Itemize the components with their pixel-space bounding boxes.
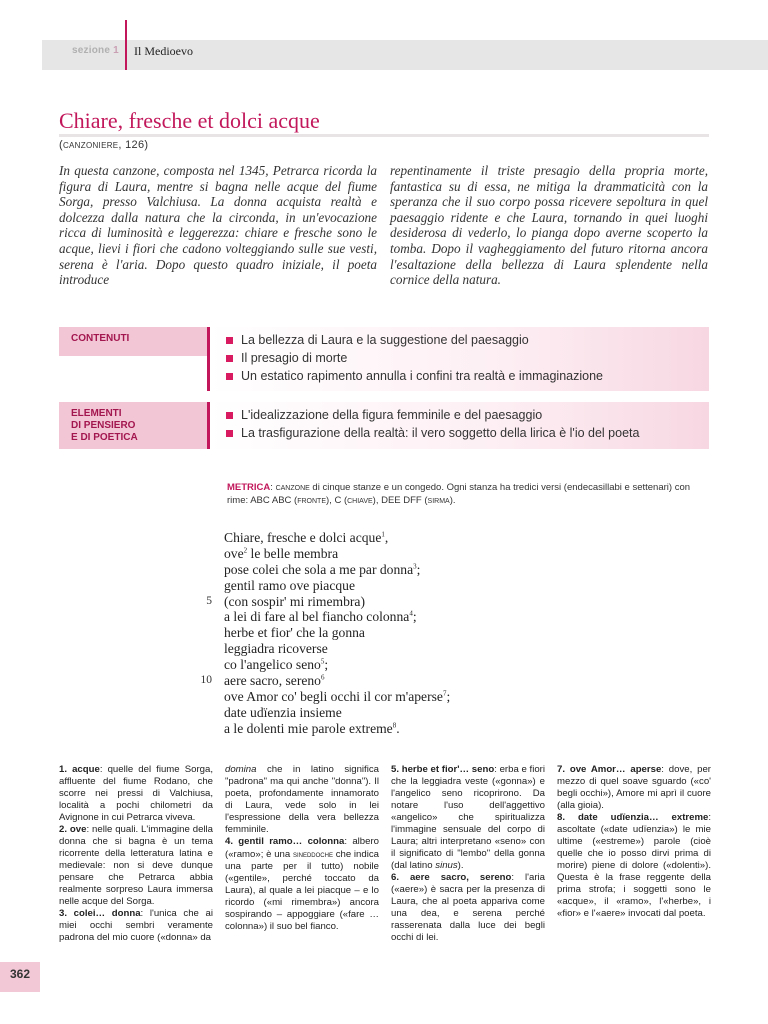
footnote xyxy=(225,836,379,933)
verse-text: a le dolenti mie parole extreme xyxy=(224,720,393,736)
verse-line xyxy=(224,689,644,705)
verse-line xyxy=(224,609,644,625)
elementi-item: L'idealizzazione della figura femminile e del paesaggio xyxy=(226,406,709,424)
verse-text-end: ; xyxy=(416,561,421,577)
footnote-ref: 2 xyxy=(243,546,248,555)
footnote-body: : dove, per mezzo di quel soave sguardo («co' begli occhi»), Amore mi aprì il cuore (alla gioia). xyxy=(557,764,711,811)
header-divider xyxy=(125,20,127,70)
elementi-label-line: DI PENSIERO xyxy=(71,420,136,431)
footnote-ref: 5 xyxy=(320,657,325,666)
metrica-text: chiave xyxy=(347,495,373,506)
footnote-body: : ascoltate («date udïenzia») le mie ultime («estreme») parole (cioè quelle che io posso dirvi prima di morire) piene di dolore («dolenti»). Questa è la frase reggente della prima strofa; i soggetti sono le «acque», il «ramo», l'«herbe», i «fior» e l'«aere» invocati dal poeta. xyxy=(557,812,711,919)
metrica-text: ). xyxy=(449,495,456,506)
footnote-head: 2. ove xyxy=(59,824,87,835)
verse-text-end: ; xyxy=(412,609,417,625)
footnote-ref: 1 xyxy=(381,530,385,539)
elementi-content xyxy=(210,402,709,449)
elementi-label-line: ELEMENTI xyxy=(71,408,122,419)
verse-line xyxy=(224,657,644,673)
elementi-box xyxy=(59,402,709,449)
verse-line xyxy=(224,578,644,594)
footnote-continued xyxy=(225,764,379,836)
footnote xyxy=(557,812,711,920)
running-header-title: Il Medioevo xyxy=(134,44,193,58)
footnote-body: : albero («ramo»; è una xyxy=(225,836,380,860)
page-title: Chiare, fresche et dolci acque xyxy=(59,108,320,133)
verse-line xyxy=(206,593,644,610)
footnote-italic: sinus xyxy=(435,860,458,871)
verse-line xyxy=(224,530,644,546)
footnote-head: 4. gentil ramo… colonna xyxy=(225,836,345,847)
contenuti-item: La bellezza di Laura e la suggestione del paesaggio xyxy=(226,331,709,349)
metrica-text: ), C ( xyxy=(326,495,348,506)
footnote xyxy=(59,824,213,908)
footnote-ref: 7 xyxy=(442,689,447,698)
verse-text: gentil ramo ove piacque xyxy=(224,577,355,593)
verse-text: ove xyxy=(224,545,244,561)
metrica-text: fronte xyxy=(297,495,326,506)
metrica-text: sirma xyxy=(427,495,450,506)
footnote-ref: 8 xyxy=(392,721,397,730)
section-number: 1 xyxy=(113,45,119,56)
footnote xyxy=(59,764,213,824)
notes-column-1 xyxy=(59,764,213,944)
verse-line xyxy=(224,721,644,737)
metrica-text: ), DEE DFF ( xyxy=(372,495,428,506)
footnote-body: : nelle quali. L'immagine della donna che si bagna è un tema ricorrente della letteratura latina e medievale: non si deve dunque pensare che Petrarca abbia realmente sorpreso Laura immersa nelle acque del Sorga. xyxy=(59,824,213,907)
metrica-note: METRICA: canzone di cinque stanze e un congedo. Ogni stanza ha tredici versi (endecasillabi e settenari) con rime: ABC ABC (fronte), C (chiave), DEE DFF (sirma). xyxy=(227,482,691,506)
footnote-body: che in latino significa "padrona" ma qui anche "donna"). Il poeta, profondamente innamorato di Laura, vede solo in lei l'espressione della vera bellezza femminile. xyxy=(225,764,379,835)
verse-number: 5 xyxy=(206,594,212,607)
verse-text: pose colei che sola a me par donna xyxy=(224,561,414,577)
footnote-head: 3. colei… donna xyxy=(59,908,141,919)
title-underline xyxy=(59,134,709,137)
elementi-label xyxy=(59,402,207,449)
footnote-ref: 4 xyxy=(409,609,413,618)
verse-text-end: , xyxy=(384,530,389,545)
verse-line xyxy=(200,673,644,689)
footnote-head: 6. aere sacro, sereno xyxy=(391,872,512,883)
verse-text-end: ; xyxy=(324,657,329,673)
verse-text-end: le belle membra xyxy=(247,545,339,561)
section-word: sezione xyxy=(72,45,111,56)
footnote-body: : l'aria («aere») è sacra per la presenza di Laura, che al poeta appariva come una dea, e serena perché rasserenata dalla luce dei begli occhi di lei. xyxy=(391,872,545,943)
page-number: 362 xyxy=(10,967,31,981)
footnote-body: che indica una parte per il tutto) nobile («gentile», perché toccato da Laura), al quale a lei piacque – e lo ricordo («mi rimembra») ancora sospirando – appoggiare («fare … colonna») il suo bel fianco. xyxy=(225,849,379,932)
notes-column-4 xyxy=(557,764,711,920)
footnote-term: sineddoche xyxy=(292,849,333,859)
contenuti-item: Il presagio di morte xyxy=(226,349,709,367)
intro-left-column: In questa canzone, composta nel 1345, Petrarca ricorda la figura di Laura, mentre si bagna nelle acque del fiume Sorga, presso Valchiusa. La donna acquista realtà e dolcezza dalla natura che la circonda, in un'evocazione ricca di luminosità e leggerezza: chiare e fresche sono le acque, lievi i fiori che cadono volteggiando sulle sue vesti, serena è l'aria. Dopo questo quadro iniziale, il poeta introduce xyxy=(59,163,377,288)
footnote xyxy=(391,872,545,944)
footnote-head: 1. acque xyxy=(59,764,100,775)
verse-text: date udïenzia insieme xyxy=(224,704,342,720)
footnote-ref: 6 xyxy=(320,673,325,682)
verse-line xyxy=(224,641,644,657)
footnote-italic: domina xyxy=(225,764,257,775)
source-reference: (canzoniere, 126) xyxy=(59,139,149,151)
footnote-head: 5. herbe et fior'… seno xyxy=(391,764,495,775)
contenuti-box xyxy=(59,327,709,391)
elementi-item: La trasfigurazione della realtà: il vero soggetto della lirica è l'io del poeta xyxy=(226,424,709,442)
verse-text: Chiare, fresche e dolci acque xyxy=(224,530,382,545)
verse-number: 10 xyxy=(200,674,212,687)
verse-line xyxy=(224,562,644,578)
verse-text-end: ; xyxy=(446,688,451,704)
footnote-head: 8. date udïenzia… extreme xyxy=(557,812,709,823)
contenuti-label: CONTENUTI xyxy=(59,327,207,356)
poem xyxy=(200,530,644,737)
metrica-text: canzone xyxy=(275,482,310,493)
intro-right-column: repentinamente il triste presagio della propria morte, fantastica su di essa, ne mitiga la drammaticità con la speranza che il suo corpo possa ricevere sepoltura in quel paesaggio ridente e che Laura, tornando in quei luoghi desiderosa di vederlo, lo pianga dopo averne scoperto la tomba. Dopo il vagheggiamento del futuro ritorna ancora l'esaltazione della bellezza di Laura splendente nella cornice della natura. xyxy=(390,163,708,288)
footnote-head: 7. ove Amor… aperse xyxy=(557,764,662,775)
footnote xyxy=(391,764,545,872)
footnote-body: : l'unica che ai miei occhi sembri veramente padrona del mio cuore («donna» da xyxy=(59,908,213,943)
verse-text: leggiadra ricoverse xyxy=(224,641,328,657)
metrica-label: METRICA xyxy=(227,482,271,493)
verse-text: aere sacro, sereno xyxy=(224,673,321,689)
section-label xyxy=(72,45,119,56)
footnote xyxy=(557,764,711,812)
verse-text: co l'angelico seno xyxy=(224,657,321,673)
notes-column-3 xyxy=(391,764,545,944)
notes-column-2 xyxy=(225,764,379,933)
verse-line xyxy=(224,625,644,641)
contenuti-content xyxy=(210,327,709,391)
verse-text: ove Amor co' begli occhi il cor m'aperse xyxy=(224,688,443,704)
metrica-text: di cinque stanze e un congedo. Ogni stanza ha tredici versi (endecasillabi e settenari) con rime: ABC ABC ( xyxy=(227,482,691,506)
verse-text: a lei di fare al bel fiancho colonna xyxy=(224,609,410,625)
footnote-ref: 3 xyxy=(413,562,417,571)
verse-line xyxy=(224,546,644,562)
verse-text-end: . xyxy=(396,720,400,736)
verse-text: herbe et fior' che la gonna xyxy=(224,625,365,641)
footnote xyxy=(59,908,213,944)
verse-text: (con sospir' mi rimembra) xyxy=(224,593,365,609)
footnote-body: : erba e fiori che la leggiadra veste («gonna») e l'angelico seno ricoprirono. Da notare l'uso dell'aggettivo «angelico» che spiritualizza l'immagine sensuale del corpo di Laura; altri interpretano «seno» con il significato di "lembo" della gonna (dal latino xyxy=(391,764,545,871)
contenuti-item: Un estatico rapimento annulla i confini tra realtà e immaginazione xyxy=(226,367,709,385)
verse-line xyxy=(224,705,644,721)
elementi-label-line: E DI POETICA xyxy=(71,432,138,443)
footnote-body: ). xyxy=(457,860,464,871)
footnote-body: : quelle del fiume Sorga, affluente del fiume Rodano, che scorre nei pressi di Valchiusa, località a pochi chilometri da Avignone in cui Petrarca viveva. xyxy=(59,764,213,823)
